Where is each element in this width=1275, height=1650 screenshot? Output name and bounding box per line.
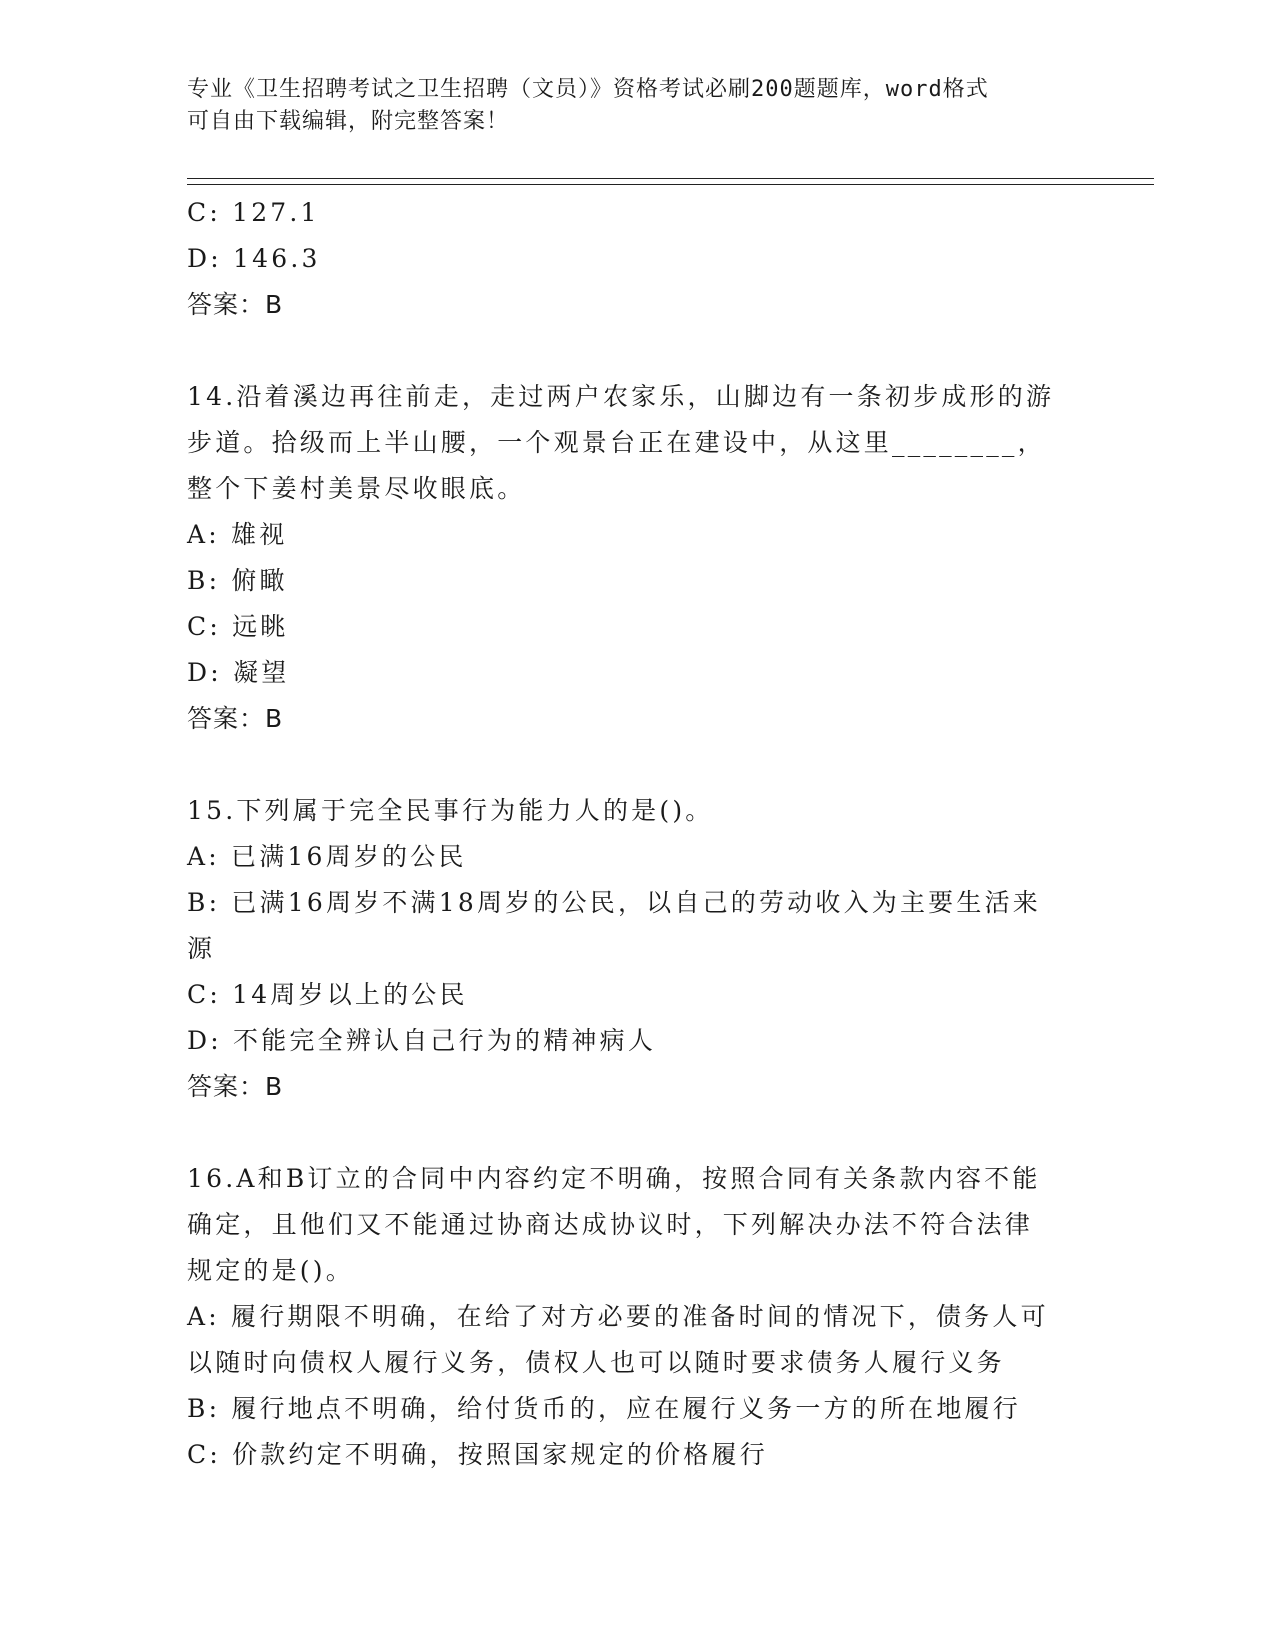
q15-option-b-line2: 源 bbox=[187, 934, 216, 963]
q16-option-c: C: 价款约定不明确，按照国家规定的价格履行 bbox=[187, 1440, 768, 1469]
q13-option-c: C: 127.1 bbox=[187, 198, 320, 227]
q16-option-a-line1: A: 履行期限不明确，在给了对方必要的准备时间的情况下，债务人可 bbox=[187, 1302, 1049, 1331]
q14-stem-line2: 步道。拾级而上半山腰，一个观景台正在建设中，从这里________， bbox=[187, 428, 1046, 457]
q15-option-c: C: 14周岁以上的公民 bbox=[187, 980, 468, 1009]
q14-stem-line1: 14.沿着溪边再往前走，走过两户农家乐，山脚边有一条初步成形的游 bbox=[187, 382, 1055, 411]
header-title-line2: 可自由下载编辑，附完整答案！ bbox=[187, 109, 510, 134]
header-divider-top bbox=[187, 178, 1154, 179]
header-divider-bottom bbox=[187, 184, 1154, 185]
q13-option-d: D: 146.3 bbox=[187, 244, 321, 273]
q14-stem-line3: 整个下姜村美景尽收眼底。 bbox=[187, 474, 526, 503]
q14-option-c: C: 远眺 bbox=[187, 612, 289, 641]
q16-stem-line2: 确定，且他们又不能通过协商达成协议时，下列解决办法不符合法律 bbox=[187, 1210, 1034, 1239]
q15-answer: 答案：B bbox=[187, 1072, 284, 1101]
q13-answer: 答案：B bbox=[187, 290, 284, 319]
q15-option-a: A: 已满16周岁的公民 bbox=[187, 842, 467, 871]
q15-option-d: D: 不能完全辨认自己行为的精神病人 bbox=[187, 1026, 657, 1055]
q16-stem-line1: 16.A和B订立的合同中内容约定不明确，按照合同有关条款内容不能 bbox=[187, 1164, 1041, 1193]
q16-stem-line3: 规定的是()。 bbox=[187, 1256, 354, 1285]
q16-option-a-line2: 以随时向债权人履行义务，债权人也可以随时要求债务人履行义务 bbox=[187, 1348, 1005, 1377]
document-header bbox=[187, 74, 1067, 138]
q15-stem: 15.下列属于完全民事行为能力人的是()。 bbox=[187, 796, 714, 825]
q14-answer: 答案：B bbox=[187, 704, 284, 733]
q16-option-b: B: 履行地点不明确，给付货币的，应在履行义务一方的所在地履行 bbox=[187, 1394, 1021, 1423]
question-16 bbox=[187, 1156, 1087, 1478]
question-14 bbox=[187, 374, 1087, 742]
question-list bbox=[187, 190, 1087, 1478]
spacer bbox=[187, 1110, 1087, 1156]
header-title-line1: 专业《卫生招聘考试之卫生招聘（文员）》资格考试必刷200题题库，word格式 bbox=[187, 77, 989, 102]
question-15 bbox=[187, 788, 1087, 1110]
q15-option-b-line1: B: 已满16周岁不满18周岁的公民，以自己的劳动收入为主要生活来 bbox=[187, 888, 1041, 917]
q14-option-d: D: 凝望 bbox=[187, 658, 290, 687]
q14-option-a: A: 雄视 bbox=[187, 520, 288, 549]
spacer bbox=[187, 742, 1087, 788]
spacer bbox=[187, 328, 1087, 374]
q14-option-b: B: 俯瞰 bbox=[187, 566, 288, 595]
question-13 bbox=[187, 190, 1087, 328]
